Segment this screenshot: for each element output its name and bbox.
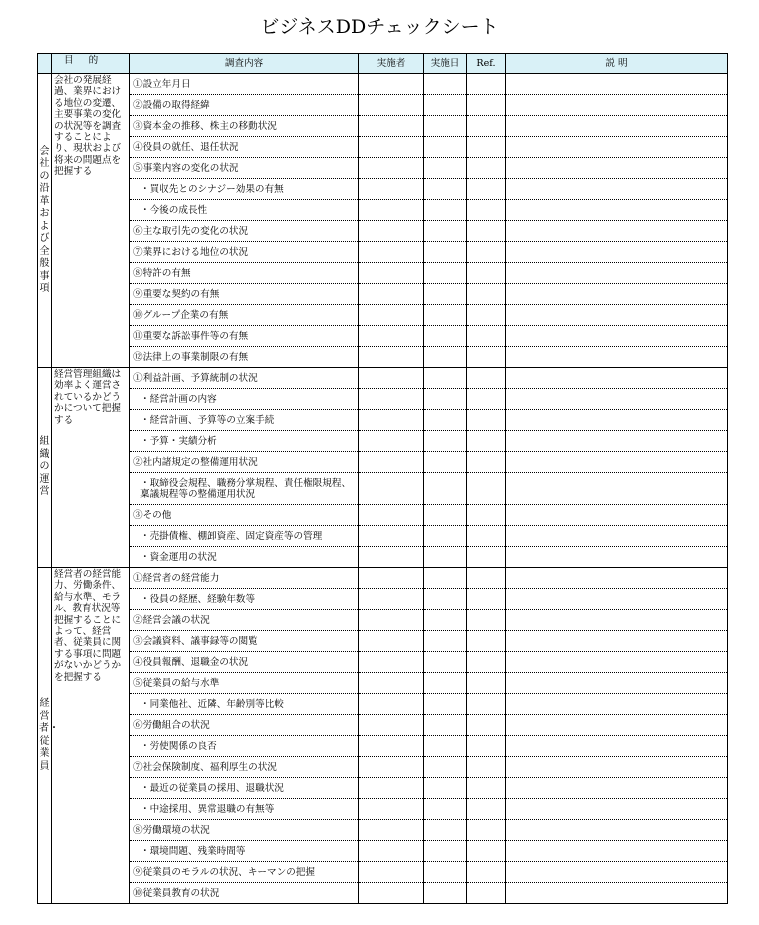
table-row: [38, 263, 728, 284]
section-category-label: 会社の沿革および全般事項: [39, 145, 50, 294]
check-item: ⑨重要な契約の有無: [130, 284, 359, 305]
explanation-cell[interactable]: [506, 431, 728, 452]
explanation-cell[interactable]: [506, 736, 728, 757]
table-row: [38, 778, 728, 799]
implementer-cell[interactable]: [359, 631, 424, 652]
check-item: ⑩グループ企業の有無: [130, 305, 359, 326]
implementer-cell[interactable]: [359, 137, 424, 158]
check-item: ⑫法律上の事業制限の有無: [130, 347, 359, 368]
section-category-label: 組織の運営: [39, 436, 50, 498]
date-cell[interactable]: [424, 305, 467, 326]
table-row: [38, 95, 728, 116]
date-cell[interactable]: [424, 389, 467, 410]
implementer-cell[interactable]: [359, 347, 424, 368]
date-cell[interactable]: [424, 715, 467, 736]
date-cell[interactable]: [424, 652, 467, 673]
implementer-cell[interactable]: [359, 799, 424, 820]
ref-cell[interactable]: [467, 431, 506, 452]
date-cell[interactable]: [424, 631, 467, 652]
table-row: [38, 652, 728, 673]
date-cell[interactable]: [424, 883, 467, 904]
implementer-cell[interactable]: [359, 431, 424, 452]
implementer-cell[interactable]: [359, 242, 424, 263]
explanation-cell[interactable]: [506, 452, 728, 473]
implementer-cell[interactable]: [359, 862, 424, 883]
table-row: [38, 736, 728, 757]
explanation-cell[interactable]: [506, 673, 728, 694]
date-cell[interactable]: [424, 505, 467, 526]
ref-cell[interactable]: [467, 673, 506, 694]
ref-cell[interactable]: [467, 473, 506, 505]
explanation-cell[interactable]: [506, 778, 728, 799]
page-title: ビジネスDDチェックシート: [260, 16, 499, 38]
date-cell[interactable]: [424, 547, 467, 568]
explanation-cell[interactable]: [506, 631, 728, 652]
ref-cell[interactable]: [467, 505, 506, 526]
ref-cell[interactable]: [467, 305, 506, 326]
explanation-cell[interactable]: [506, 799, 728, 820]
table-row: [38, 158, 728, 179]
table-row: [38, 505, 728, 526]
check-item: ⑪重要な訴訟事件等の有無: [130, 326, 359, 347]
date-cell[interactable]: [424, 452, 467, 473]
implementer-cell[interactable]: [359, 305, 424, 326]
section-category: [38, 368, 52, 568]
explanation-cell[interactable]: [506, 547, 728, 568]
implementer-cell[interactable]: [359, 74, 424, 95]
date-cell[interactable]: [424, 95, 467, 116]
explanation-cell[interactable]: [506, 95, 728, 116]
table-row: [38, 74, 728, 95]
table-row: [38, 862, 728, 883]
date-cell[interactable]: [424, 347, 467, 368]
check-item: ⑧労働環境の状況: [130, 820, 359, 841]
check-item: ・役員の経歴、経験年数等: [130, 589, 359, 610]
date-cell[interactable]: [424, 610, 467, 631]
date-cell[interactable]: [424, 284, 467, 305]
implementer-cell[interactable]: [359, 820, 424, 841]
check-item: ⑤事業内容の変化の状況: [130, 158, 359, 179]
check-item: ・売掛債権、棚卸資産、固定資産等の管理: [130, 526, 359, 547]
table-row: [38, 673, 728, 694]
explanation-cell[interactable]: [506, 883, 728, 904]
date-cell[interactable]: [424, 326, 467, 347]
check-item: ⑤従業員の給与水準: [130, 673, 359, 694]
date-cell[interactable]: [424, 410, 467, 431]
check-item: ・労使関係の良否: [130, 736, 359, 757]
check-item: ・最近の従業員の採用、退職状況: [130, 778, 359, 799]
check-item: ④役員報酬、退職金の状況: [130, 652, 359, 673]
ref-cell[interactable]: [467, 778, 506, 799]
ref-cell[interactable]: [467, 347, 506, 368]
table-row: [38, 883, 728, 904]
implementer-cell[interactable]: [359, 778, 424, 799]
check-item: ①設立年月日: [130, 74, 359, 95]
check-item: ・環境問題、残業時間等: [130, 841, 359, 862]
ref-cell[interactable]: [467, 820, 506, 841]
table-row: [38, 326, 728, 347]
table-row: [38, 589, 728, 610]
check-item: ⑨従業員のモラルの状況、キーマンの把握: [130, 862, 359, 883]
date-cell[interactable]: [424, 158, 467, 179]
table-row: [38, 526, 728, 547]
table-row: [38, 841, 728, 862]
table-row: [38, 547, 728, 568]
implementer-cell[interactable]: [359, 221, 424, 242]
explanation-cell[interactable]: [506, 715, 728, 736]
explanation-cell[interactable]: [506, 389, 728, 410]
table-row: [38, 179, 728, 200]
explanation-cell[interactable]: [506, 221, 728, 242]
header-ref: Ref.: [467, 54, 506, 74]
table-row: [38, 410, 728, 431]
ref-cell[interactable]: [467, 116, 506, 137]
table-row: [38, 389, 728, 410]
section-purpose: 会社の発展経過、業界における地位の変遷、主要事業の変化の状況等を調査することにより、現状および将来の問題点を把握する: [52, 74, 130, 368]
check-item: ・資金運用の状況: [130, 547, 359, 568]
header-date: 実施日: [424, 54, 467, 74]
date-cell[interactable]: [424, 179, 467, 200]
date-cell[interactable]: [424, 74, 467, 95]
check-item: ④役員の就任、退任状況: [130, 137, 359, 158]
section-purpose: 経営者の経営能力、労働条件、給与水準、モラル、教育状況等把握することによって、経営者、従業員に関する事項に問題がないかどうかを把握する: [52, 568, 130, 904]
ref-cell[interactable]: [467, 158, 506, 179]
ref-cell[interactable]: [467, 715, 506, 736]
implementer-cell[interactable]: [359, 200, 424, 221]
table-row: [38, 242, 728, 263]
date-cell[interactable]: [424, 862, 467, 883]
explanation-cell[interactable]: [506, 347, 728, 368]
section-category-label: 経営者・従業員: [39, 698, 59, 772]
explanation-cell[interactable]: [506, 505, 728, 526]
ref-cell[interactable]: [467, 410, 506, 431]
table-row: [38, 820, 728, 841]
implementer-cell[interactable]: [359, 505, 424, 526]
implementer-cell[interactable]: [359, 284, 424, 305]
explanation-cell[interactable]: [506, 652, 728, 673]
check-item: ②経営会議の状況: [130, 610, 359, 631]
ref-cell[interactable]: [467, 284, 506, 305]
ref-cell[interactable]: [467, 568, 506, 589]
table-row: [38, 137, 728, 158]
header-category: [38, 54, 52, 74]
ref-cell[interactable]: [467, 862, 506, 883]
table-row: [38, 715, 728, 736]
ref-cell[interactable]: [467, 589, 506, 610]
table-row: [38, 568, 728, 589]
explanation-cell[interactable]: [506, 589, 728, 610]
table-row: [38, 221, 728, 242]
implementer-cell[interactable]: [359, 473, 424, 505]
checklist-body: [38, 74, 728, 904]
check-item: ③資本金の推移、株主の移動状況: [130, 116, 359, 137]
table-row: [38, 631, 728, 652]
explanation-cell[interactable]: [506, 610, 728, 631]
check-item: ①経営者の経営能力: [130, 568, 359, 589]
ref-cell[interactable]: [467, 610, 506, 631]
implementer-cell[interactable]: [359, 158, 424, 179]
implementer-cell[interactable]: [359, 673, 424, 694]
ref-cell[interactable]: [467, 221, 506, 242]
implementer-cell[interactable]: [359, 694, 424, 715]
table-row: [38, 368, 728, 389]
explanation-cell[interactable]: [506, 368, 728, 389]
header-purpose: 目 的: [52, 54, 130, 74]
table-row: [38, 610, 728, 631]
implementer-cell[interactable]: [359, 452, 424, 473]
table-row: [38, 284, 728, 305]
check-item: ⑥労働組合の状況: [130, 715, 359, 736]
table-row: [38, 473, 728, 505]
date-cell[interactable]: [424, 799, 467, 820]
ref-cell[interactable]: [467, 242, 506, 263]
ref-cell[interactable]: [467, 95, 506, 116]
ref-cell[interactable]: [467, 452, 506, 473]
date-cell[interactable]: [424, 568, 467, 589]
explanation-cell[interactable]: [506, 326, 728, 347]
check-item: ⑩従業員教育の状況: [130, 883, 359, 904]
ref-cell[interactable]: [467, 883, 506, 904]
check-item: ・同業他社、近隣、年齢別等比較: [130, 694, 359, 715]
date-cell[interactable]: [424, 368, 467, 389]
date-cell[interactable]: [424, 736, 467, 757]
date-cell[interactable]: [424, 757, 467, 778]
ref-cell[interactable]: [467, 74, 506, 95]
implementer-cell[interactable]: [359, 736, 424, 757]
check-item: ⑦業界における地位の状況: [130, 242, 359, 263]
explanation-cell[interactable]: [506, 158, 728, 179]
implementer-cell[interactable]: [359, 610, 424, 631]
ref-cell[interactable]: [467, 694, 506, 715]
implementer-cell[interactable]: [359, 263, 424, 284]
date-cell[interactable]: [424, 116, 467, 137]
header-row: [38, 54, 728, 74]
check-item: ①利益計画、予算統制の状況: [130, 368, 359, 389]
explanation-cell[interactable]: [506, 568, 728, 589]
header-item: 調査内容: [130, 54, 359, 74]
ref-cell[interactable]: [467, 736, 506, 757]
ref-cell[interactable]: [467, 263, 506, 284]
ref-cell[interactable]: [467, 389, 506, 410]
check-item: ・経営計画、予算等の立案手続: [130, 410, 359, 431]
header-implementer: 実施者: [359, 54, 424, 74]
date-cell[interactable]: [424, 200, 467, 221]
checklist-table: [37, 53, 728, 904]
implementer-cell[interactable]: [359, 715, 424, 736]
explanation-cell[interactable]: [506, 841, 728, 862]
ref-cell[interactable]: [467, 631, 506, 652]
explanation-cell[interactable]: [506, 694, 728, 715]
explanation-cell[interactable]: [506, 862, 728, 883]
check-item: ・中途採用、異常退職の有無等: [130, 799, 359, 820]
check-item: ⑧特許の有無: [130, 263, 359, 284]
table-row: [38, 452, 728, 473]
header-explanation: 説 明: [506, 54, 728, 74]
ref-cell[interactable]: [467, 368, 506, 389]
implementer-cell[interactable]: [359, 368, 424, 389]
explanation-cell[interactable]: [506, 137, 728, 158]
ref-cell[interactable]: [467, 547, 506, 568]
table-row: [38, 431, 728, 452]
check-item: ・今後の成長性: [130, 200, 359, 221]
ref-cell[interactable]: [467, 137, 506, 158]
implementer-cell[interactable]: [359, 179, 424, 200]
explanation-cell[interactable]: [506, 116, 728, 137]
explanation-cell[interactable]: [506, 242, 728, 263]
explanation-cell[interactable]: [506, 263, 728, 284]
check-item: ③その他: [130, 505, 359, 526]
explanation-cell[interactable]: [506, 526, 728, 547]
date-cell[interactable]: [424, 589, 467, 610]
check-item: ②社内諸規定の整備運用状況: [130, 452, 359, 473]
table-row: [38, 799, 728, 820]
date-cell[interactable]: [424, 820, 467, 841]
date-cell[interactable]: [424, 221, 467, 242]
check-item: ③会議資料、議事録等の閲覧: [130, 631, 359, 652]
implementer-cell[interactable]: [359, 95, 424, 116]
date-cell[interactable]: [424, 841, 467, 862]
check-item: ・予算・実績分析: [130, 431, 359, 452]
date-cell[interactable]: [424, 778, 467, 799]
ref-cell[interactable]: [467, 757, 506, 778]
date-cell[interactable]: [424, 263, 467, 284]
date-cell[interactable]: [424, 137, 467, 158]
section-purpose: 経営管理組織は効率よく運営されているかどうかについて把握する: [52, 368, 130, 568]
section-category: [38, 568, 59, 904]
implementer-cell[interactable]: [359, 589, 424, 610]
explanation-cell[interactable]: [506, 305, 728, 326]
date-cell[interactable]: [424, 242, 467, 263]
implementer-cell[interactable]: [359, 547, 424, 568]
explanation-cell[interactable]: [506, 179, 728, 200]
ref-cell[interactable]: [467, 200, 506, 221]
table-row: [38, 116, 728, 137]
explanation-cell[interactable]: [506, 757, 728, 778]
implementer-cell[interactable]: [359, 652, 424, 673]
explanation-cell[interactable]: [506, 410, 728, 431]
check-item: ⑥主な取引先の変化の状況: [130, 221, 359, 242]
ref-cell[interactable]: [467, 799, 506, 820]
check-item: ・取締役会規程、職務分掌規程、責任権限規程、稟議規程等の整備運用状況: [130, 473, 359, 505]
check-item: ②設備の取得経緯: [130, 95, 359, 116]
table-row: [38, 694, 728, 715]
check-item: ・買収先とのシナジー効果の有無: [130, 179, 359, 200]
implementer-cell[interactable]: [359, 116, 424, 137]
implementer-cell[interactable]: [359, 389, 424, 410]
implementer-cell[interactable]: [359, 841, 424, 862]
table-row: [38, 347, 728, 368]
date-cell[interactable]: [424, 473, 467, 505]
explanation-cell[interactable]: [506, 284, 728, 305]
implementer-cell[interactable]: [359, 410, 424, 431]
implementer-cell[interactable]: [359, 526, 424, 547]
explanation-cell[interactable]: [506, 200, 728, 221]
date-cell[interactable]: [424, 694, 467, 715]
check-item: ⑦社会保険制度、福利厚生の状況: [130, 757, 359, 778]
ref-cell[interactable]: [467, 526, 506, 547]
implementer-cell[interactable]: [359, 326, 424, 347]
implementer-cell[interactable]: [359, 883, 424, 904]
ref-cell[interactable]: [467, 326, 506, 347]
implementer-cell[interactable]: [359, 568, 424, 589]
explanation-cell[interactable]: [506, 820, 728, 841]
ref-cell[interactable]: [467, 179, 506, 200]
explanation-cell[interactable]: [506, 473, 728, 505]
date-cell[interactable]: [424, 526, 467, 547]
date-cell[interactable]: [424, 673, 467, 694]
ref-cell[interactable]: [467, 652, 506, 673]
implementer-cell[interactable]: [359, 757, 424, 778]
check-item: ・経営計画の内容: [130, 389, 359, 410]
table-row: [38, 757, 728, 778]
section-category: [38, 74, 52, 368]
date-cell[interactable]: [424, 431, 467, 452]
table-row: [38, 305, 728, 326]
ref-cell[interactable]: [467, 841, 506, 862]
explanation-cell[interactable]: [506, 74, 728, 95]
table-row: [38, 200, 728, 221]
